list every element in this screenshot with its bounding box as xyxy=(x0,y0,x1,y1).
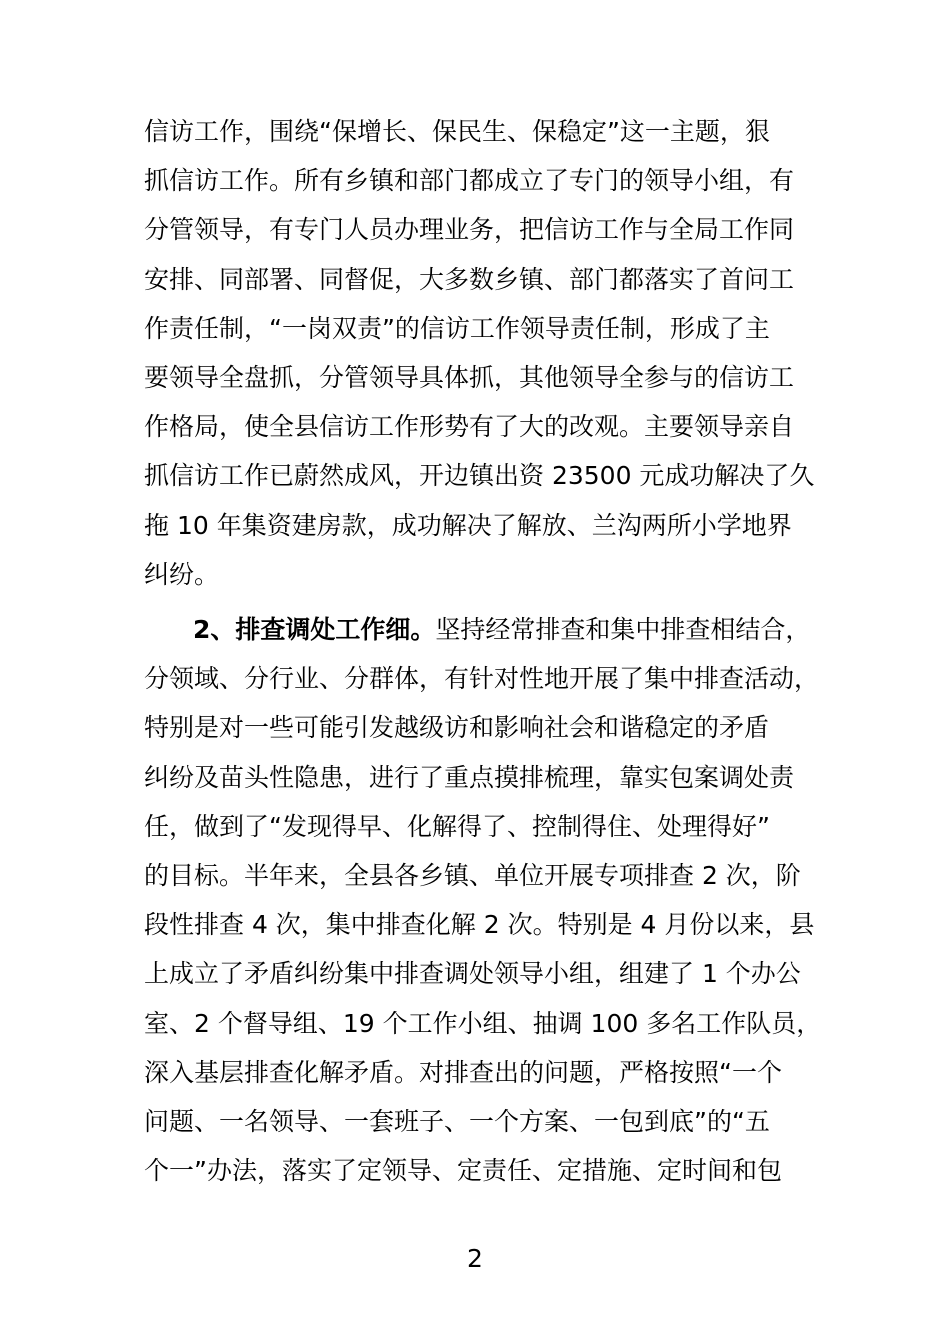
paragraph-line: 信访工作，围绕“保增长、保民生、保稳定”这一主题，狠 xyxy=(144,117,770,146)
paragraph-line: 作责任制，“一岗双责”的信访工作领导责任制，形成了主 xyxy=(144,313,770,343)
paragraph-1 xyxy=(144,107,834,599)
paragraph-first-line xyxy=(144,605,834,654)
paragraph-line: 抓信访工作。所有乡镇和部门都成立了专门的领导小组，有 xyxy=(144,166,795,196)
paragraph-line: 深入基层排查化解矛盾。对排查出的问题，严格按照“一个 xyxy=(144,1057,782,1087)
paragraph-line: 抓信访工作已蔚然成风，开边镇出资 23500 元成功解决了久 xyxy=(144,461,815,491)
page-number: 2 xyxy=(467,1244,483,1273)
paragraph-line: 分领域、分行业、分群体，有针对性地开展了集中排查活动， xyxy=(144,664,820,694)
paragraph-line-text: 坚持经常排查和集中排查相结合， xyxy=(435,615,811,644)
paragraph-line: 上成立了矛盾纠纷集中排查调处领导小组，组建了 1 个办公 xyxy=(144,959,801,989)
paragraph-2 xyxy=(144,605,834,1195)
paragraph-line: 要领导全盘抓，分管领导具体抓，其他领导全参与的信访工 xyxy=(144,362,795,392)
paragraph-line: 拖 10 年集资建房款，成功解决了解放、兰沟两所小学地界 xyxy=(144,510,792,540)
section-heading: 2、排查调处工作细。 xyxy=(193,615,436,644)
paragraph-line: 分管领导，有专门人员办理业务，把信访工作与全局工作同 xyxy=(144,215,795,245)
paragraph-line: 作格局，使全县信访工作形势有了大的改观。主要领导亲自 xyxy=(144,412,795,442)
paragraph-line: 段性排查 4 次，集中排查化解 2 次。特别是 4 月份以来，县 xyxy=(144,910,815,940)
paragraph-line: 任，做到了“发现得早、化解得了、控制得住、处理得好” xyxy=(144,811,770,841)
paragraph-line: 问题、一名领导、一套班子、一个方案、一包到底”的“五 xyxy=(144,1106,770,1136)
paragraph-line: 特别是对一些可能引发越级访和影响社会和谐稳定的矛盾 xyxy=(144,713,770,743)
paragraph-line: 个一”办法，落实了定领导、定责任、定措施、定时间和包 xyxy=(144,1156,782,1186)
paragraph-line: 安排、同部署、同督促，大多数乡镇、部门都落实了首问工 xyxy=(144,264,795,294)
paragraph-line: 的目标。半年来，全县各乡镇、单位开展专项排查 2 次，阶 xyxy=(144,860,801,890)
paragraph-line: 室、2 个督导组、19 个工作小组、抽调 100 多名工作队员， xyxy=(144,1008,822,1038)
paragraph-line: 纠纷及苗头性隐患，进行了重点摸排梳理，靠实包案调处责 xyxy=(144,762,795,792)
paragraph-line: 纠纷。 xyxy=(144,559,220,589)
